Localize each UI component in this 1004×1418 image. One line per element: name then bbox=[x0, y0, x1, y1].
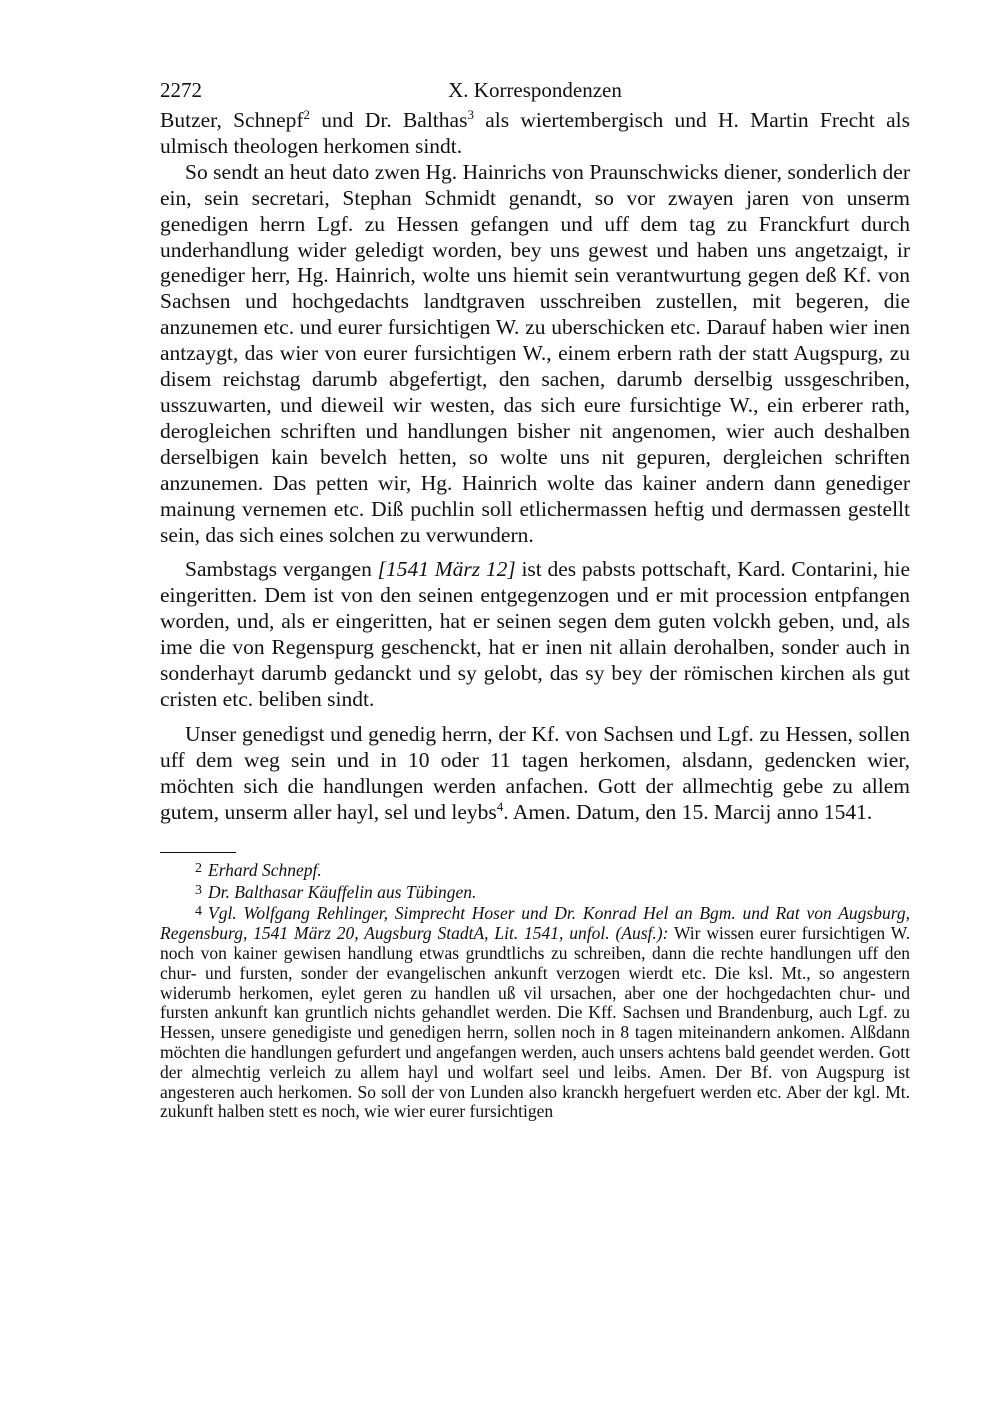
footnotes bbox=[160, 859, 910, 1122]
page-header bbox=[160, 78, 910, 108]
paragraph-3-text-a: Sambstags vergangen bbox=[185, 557, 378, 582]
paragraph-1-text-c: als wiertembergisch und H. Martin Frecht als ulmisch theologen herkomen sindt. bbox=[160, 108, 910, 158]
footnote-number: 2 bbox=[195, 861, 202, 877]
footnote-divider bbox=[160, 852, 236, 853]
footnote-text: Dr. Balthasar Käuffelin aus Tübingen. bbox=[208, 881, 477, 902]
footnote-ref-4: 4 bbox=[496, 798, 504, 814]
paragraph-4-text-a: Unser genedigst und genedig herrn, der Kf. von Sachsen und Lgf. zu Hessen, sollen uff dem weg sein und in 10 oder 11 tagen herkomen, alsdann, gedencken wier, möchten sich die handlungen werden anfachen. Gott der allmechtig gebe zu allem gutem, unserm aller hayl, sel und leybs bbox=[160, 721, 910, 824]
paragraph-3-text-b: ist des pabsts pottschaft, Kard. Contarini, hie eingeritten. Dem ist von den seinen entgegenzogen und er mit procession entpfangen worden, und, als er eingeritten, hat er seinen segen dem guten volckh geben, und, als ime die von Regenspurg geschenckt, hat er inen nit allain derohalben, sonder auch in sonderhayt darumb gedanckt und sy gelobt, das sy bey der römischen kirchen als gut cristen etc. beliben sindt. bbox=[160, 557, 910, 711]
footnote-ref-3: 3 bbox=[467, 106, 474, 122]
paragraph-3 bbox=[160, 557, 910, 712]
footnote-4 bbox=[160, 902, 910, 1122]
footnote-2 bbox=[160, 859, 910, 881]
main-text bbox=[160, 108, 910, 825]
footnote-3 bbox=[160, 881, 910, 903]
paragraph-1 bbox=[160, 108, 910, 160]
footnote-number: 3 bbox=[195, 882, 202, 898]
footnote-text: Erhard Schnepf. bbox=[208, 860, 322, 881]
paragraph-2: So sendt an heut dato zwen Hg. Hainrichs von Praunschwicks diener, sonderlich der ein, sein secretari, Stephan Schmidt genandt, so vor zwayen jaren von unserm genedigen herrn Lgf. zu Hessen gefangen und uff dem tag zu Franckfurt durch underhandlung wider geledigt worden, bey uns gewest und haben uns angetzaigt, ir genediger herr, Hg. Hainrich, wolte uns hiemit sein verantwurtung gegen deß Kf. von Sachsen und hochgedachts landtgraven usschreiben zustellen, mit begeren, die anzunemen etc. und eurer fursichtigen W. zu uberschicken etc. Darauf haben wier inen antzaygt, das wier von eurer fursichtigen W., einem erbern rath der statt Augspurg, zu disem reichstag darumb abgefertigt, den sachen, darumb derselbig ussgeschriben, usszuwarten, und dieweil wir westen, das sich eure fursichtige W., ein erberer rath, derogleichen schriften und handlungen bisher nit angenomen, wier auch deshalben derselbigen kain bevelch hetten, so wolte uns nit gepuren, dergleichen schriften anzunemen. Das petten wir, Hg. Hainrich wolte das kainer andern dann genediger mainung vernemen etc. Diß puchlin soll etlichermassen heftig und dermassen gestellt sein, das sich eines solchen zu verwundern. bbox=[160, 159, 910, 547]
paragraph-4-text-b: . Amen. Datum, den 15. Marcij anno 1541. bbox=[503, 799, 873, 824]
paragraph-4 bbox=[160, 722, 910, 826]
editorial-date: [1541 März 12] bbox=[377, 557, 516, 582]
paragraph-1-text-a: Butzer, Schnepf bbox=[160, 108, 304, 132]
footnote-source: Vgl. Wolfgang Rehlinger, Simprecht Hoser und Dr. Konrad Hel an Bgm. und Rat von Augsburg, Regensburg, 1541 März 20, Augsburg StadtA, Lit. 1541, unfol. (Ausf.): bbox=[160, 903, 910, 944]
running-title: X. Korrespondenzen bbox=[448, 78, 622, 102]
page-number: 2272 bbox=[160, 78, 202, 102]
footnote-ref-2: 2 bbox=[303, 106, 311, 122]
page bbox=[160, 78, 910, 1122]
paragraph-1-text-b: und Dr. Balthas bbox=[310, 108, 468, 132]
footnote-number: 4 bbox=[195, 904, 202, 920]
footnote-quote: Wir wissen eurer fursichtigen W. noch von kainer gewisen handlung etwas grundtlichs zu schreiben, dann die rechte handlungen uff den chur- und fursten, sonder der evangelischen ankunft verzogen wierdt etc. Die ksl. Mt., so angestern widerumb herkomen, eylet geren zu handlen uß vil ursachen, aber one der hochgedachten chur- und fursten ankunft kan gruntlich nichts gehandlet werden. Die Kff. Sachsen und Brandenburg, auch Lgf. zu Hessen, unsere genedigiste und genedigen herrn, sollen noch in 8 tagen miteinandern ankomen. Alßdann möchten die handlungen gefurdert und angefangen werden, auch unsers achtens bald geendet werden. Gott der almechtig verleich zu allem hayl und wolfart seel und leibs. Amen. Der Bf. von Augspurg ist angesteren auch herkomen. So soll der von Lunden also kranckh hergefuert werden etc. Aber der kgl. Mt. zukunft halben stett es noch, wie wier eurer fursichtigen bbox=[160, 923, 910, 1122]
